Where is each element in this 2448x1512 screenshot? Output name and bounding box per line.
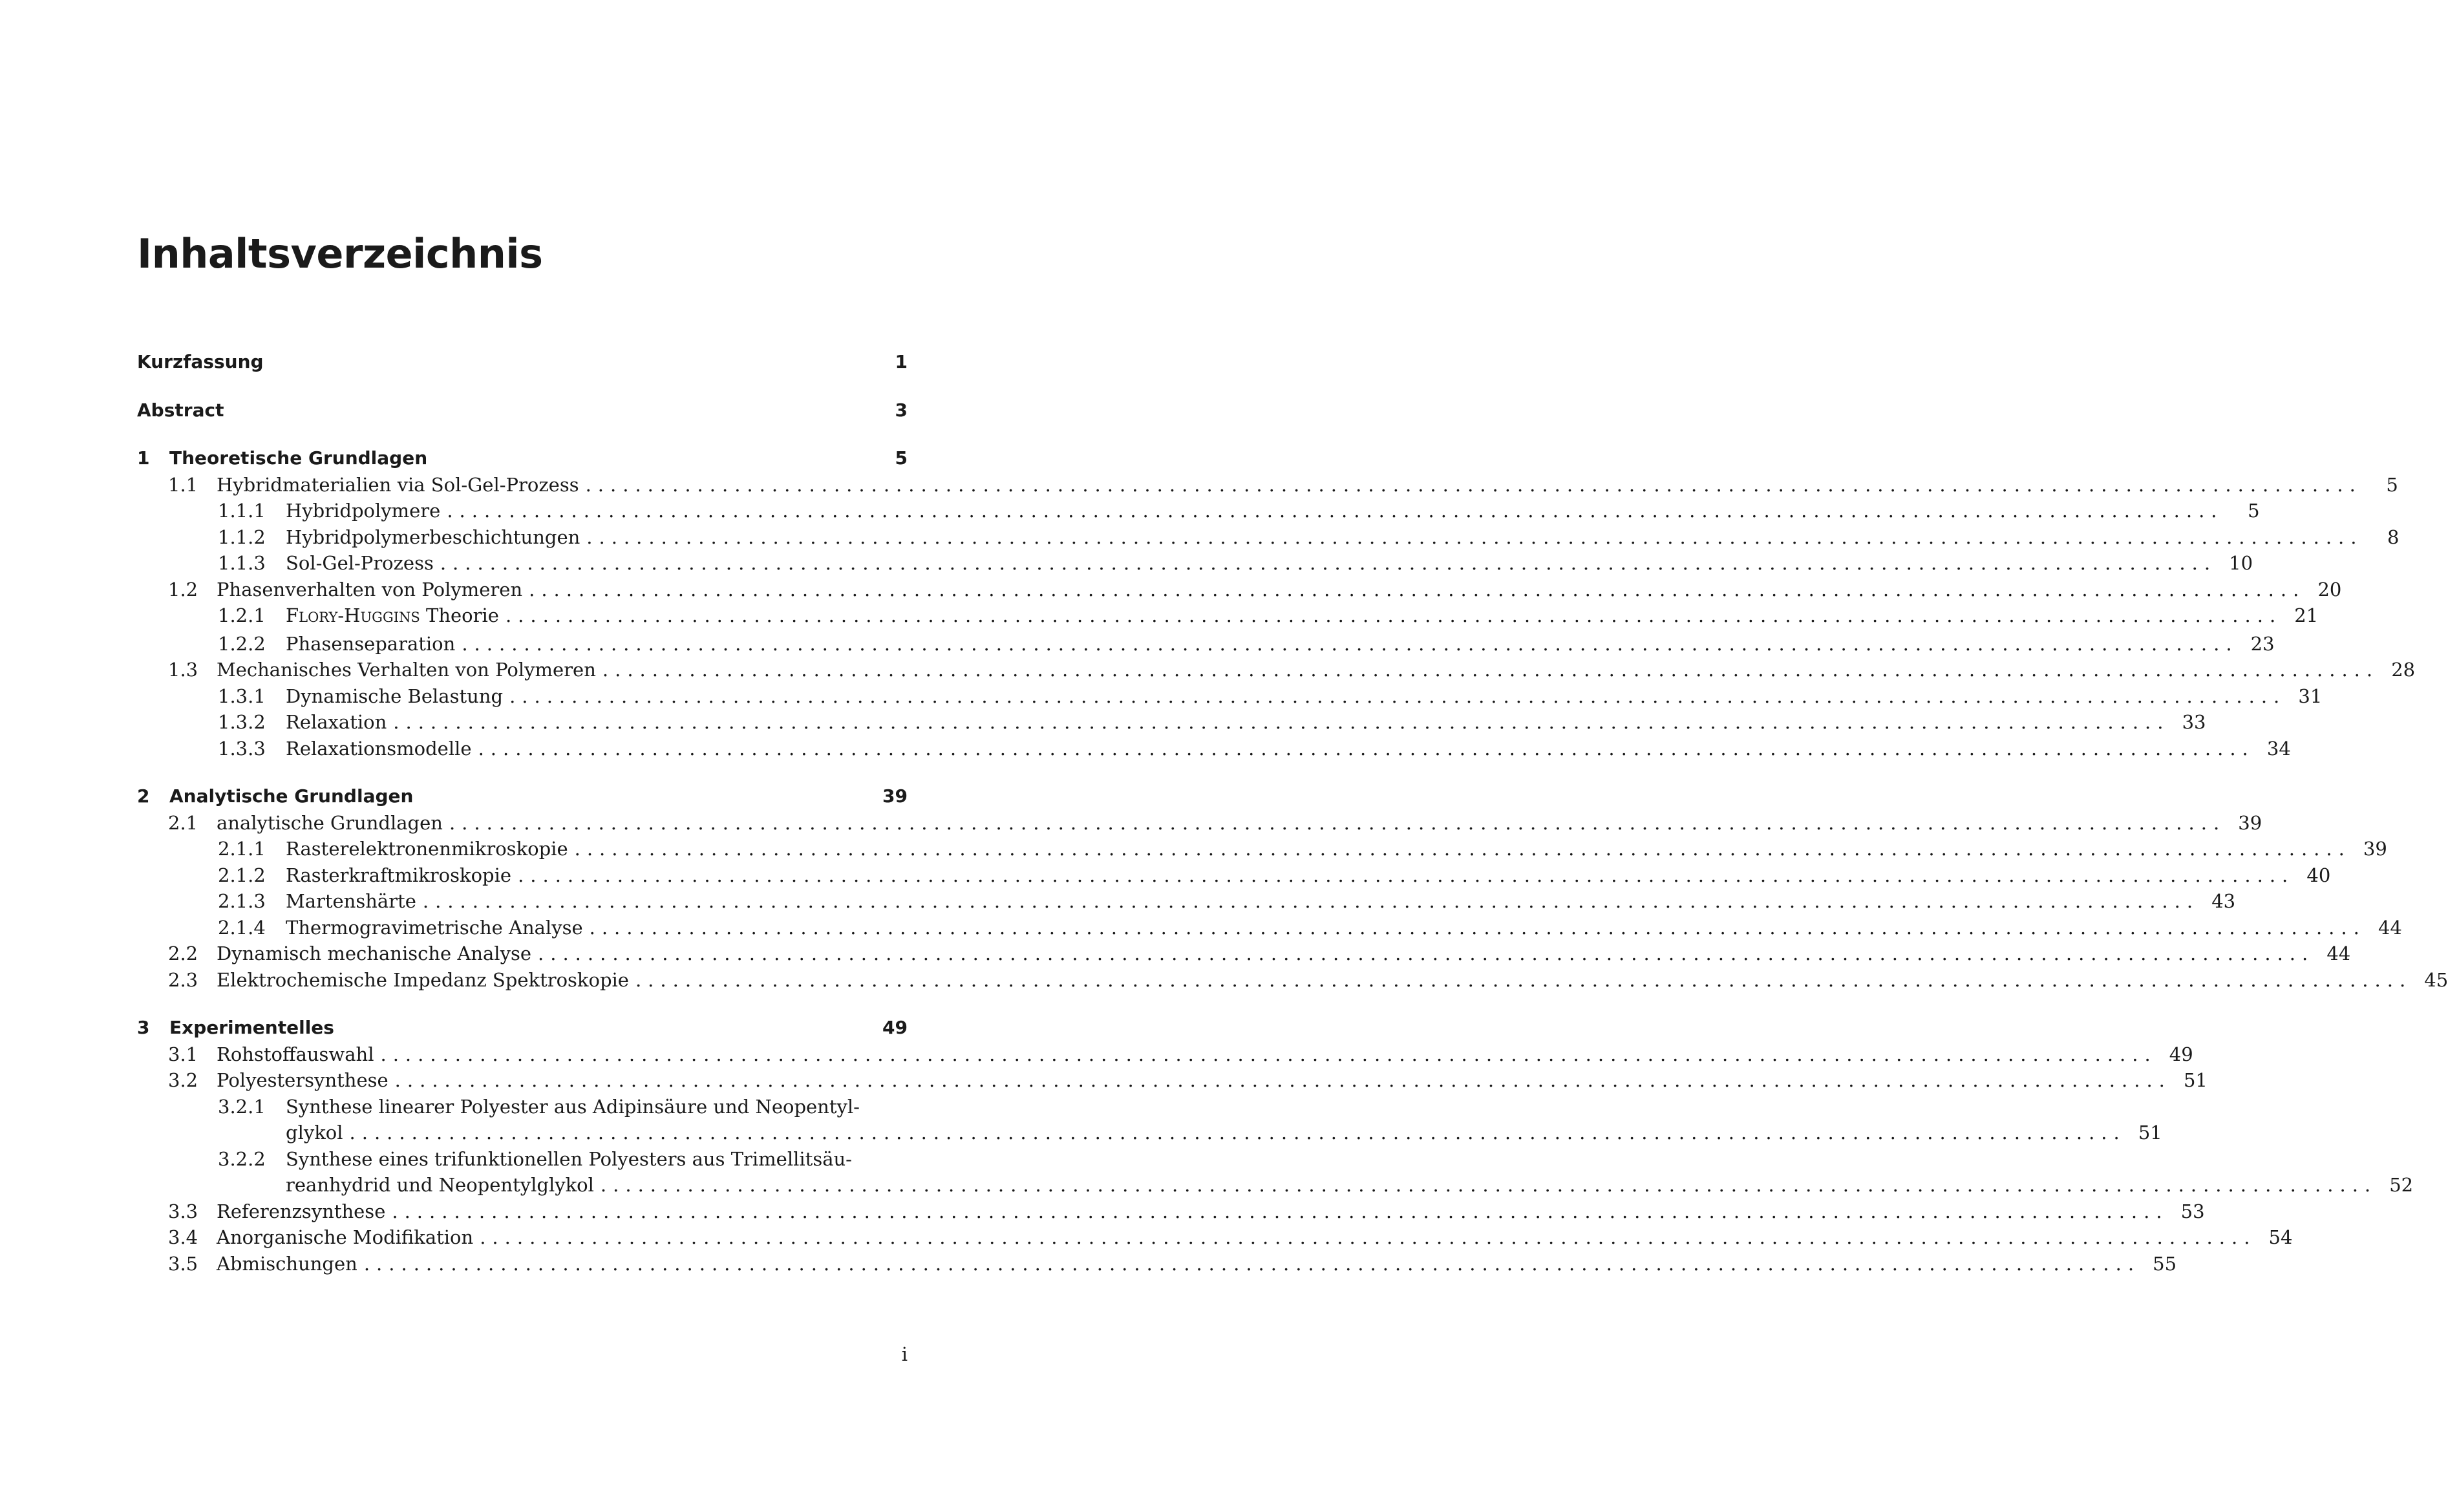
toc-section-number: 2.1 <box>168 811 198 834</box>
toc-section-number: 1.3 <box>168 659 198 681</box>
toc-section-number: 1.3.3 <box>218 737 266 760</box>
toc-section-page: 53 <box>2180 1200 2205 1222</box>
toc-section-number: 1.2.2 <box>218 632 266 655</box>
toc-section-number: 2.3 <box>168 968 198 991</box>
toc-section-title: Abmischungen <box>217 1252 357 1275</box>
toc-section-title: Phasenseparation <box>286 632 456 655</box>
toc-section-2-1[interactable] <box>137 810 2262 836</box>
toc-section-title: Mechanisches Verhalten von Polymeren <box>217 659 596 681</box>
toc-section-3-1[interactable] <box>137 1041 2193 1068</box>
toc-chapter-number: 1 <box>137 447 150 469</box>
toc-section-3-4[interactable] <box>137 1224 2293 1251</box>
toc-section-3-2[interactable] <box>137 1067 2208 1094</box>
toc-section-page: 54 <box>2268 1226 2293 1248</box>
toc-section-title: Referenzsynthese <box>217 1200 386 1222</box>
dot-leader <box>594 1172 2377 1198</box>
toc-section-2-3[interactable] <box>137 967 2448 994</box>
title-rest: Theorie <box>426 604 499 626</box>
toc-section-number: 1.2 <box>168 578 198 601</box>
toc-section-page: 31 <box>2298 685 2323 707</box>
dot-leader <box>473 1224 2256 1251</box>
toc-section-number: 1.3.2 <box>218 711 266 733</box>
toc-subsection-1-2-2[interactable] <box>137 631 2275 657</box>
toc-chapter-number: 3 <box>137 1017 150 1038</box>
toc-section-title-line1: Synthese linearer Polyester aus Adipinsäure und Neopentyl- <box>286 1095 860 1118</box>
toc-section-page: 44 <box>2326 942 2351 964</box>
toc-section-page: 43 <box>2211 890 2236 912</box>
toc-section-page: 5 <box>2386 473 2398 496</box>
toc-entry-abstract[interactable] <box>137 398 908 424</box>
toc-section-page: 8 <box>2387 526 2400 548</box>
toc-section-page: 21 <box>2294 604 2319 626</box>
toc-section-number: 2.1.4 <box>218 916 266 939</box>
dot-leader <box>531 941 2314 967</box>
toc-subsection-3-2-2[interactable] <box>137 1146 2414 1198</box>
dot-leader <box>374 1041 2156 1068</box>
toc-entry-kurzfassung[interactable] <box>137 349 908 376</box>
dot-leader <box>583 915 2366 941</box>
toc-section-number: 1.1.3 <box>218 552 266 574</box>
toc-section-page: 49 <box>2169 1043 2193 1065</box>
dot-leader <box>385 1198 2168 1225</box>
toc-subsection-1-2-1[interactable] <box>137 602 2319 631</box>
toc-chapter-page: 39 <box>882 785 908 807</box>
toc-section-number: 3.4 <box>168 1226 198 1248</box>
toc-section-title: Sol-Gel-Prozess <box>286 552 434 574</box>
dot-leader <box>503 683 2286 710</box>
toc-section-title: Hybridpolymerbeschichtungen <box>286 526 580 548</box>
toc-subsection-2-1-4[interactable] <box>137 915 2402 941</box>
toc-section-number: 3.5 <box>168 1252 198 1275</box>
toc-section-1-3[interactable] <box>137 657 2416 683</box>
table-of-contents <box>137 349 2448 1277</box>
page-number: i <box>901 1343 908 1365</box>
toc-section-title: Dynamische Belastung <box>286 685 504 707</box>
toc-section-page: 5 <box>2248 500 2260 522</box>
toc-section-1-1[interactable] <box>137 472 2398 498</box>
toc-section-number: 2.1.2 <box>218 864 266 886</box>
toc-subsection-1-3-2[interactable] <box>137 709 2206 736</box>
toc-section-page: 52 <box>2389 1174 2414 1196</box>
toc-section-number: 3.1 <box>168 1043 198 1065</box>
toc-section-page: 39 <box>2238 811 2262 834</box>
toc-section-3-5[interactable] <box>137 1251 2177 1277</box>
dot-leader <box>434 550 2217 577</box>
dot-leader <box>472 736 2255 762</box>
toc-section-page: 51 <box>2183 1069 2208 1091</box>
dot-leader <box>388 1067 2171 1094</box>
toc-section-title: Hybridmaterialien via Sol-Gel-Prozess <box>217 473 579 496</box>
toc-section-number: 3.2.2 <box>218 1147 266 1170</box>
dot-leader <box>629 967 2412 994</box>
toc-chapter-1[interactable] <box>137 445 908 472</box>
dot-leader <box>580 524 2363 551</box>
dot-leader <box>440 498 2223 524</box>
toc-entry-page: 1 <box>895 351 908 372</box>
toc-subsection-3-2-1[interactable] <box>137 1094 2162 1146</box>
toc-section-title-line2: reanhydrid und Neopentylglykol <box>286 1174 594 1196</box>
toc-section-number: 3.2.1 <box>218 1095 266 1118</box>
toc-section-title: Thermogravimetrische Analyse <box>286 916 583 939</box>
toc-section-number: 1.2.1 <box>218 604 266 626</box>
dot-leader <box>568 836 2351 862</box>
toc-section-page: 51 <box>2138 1122 2162 1144</box>
toc-section-page: 23 <box>2250 632 2275 655</box>
toc-section-number: 1.1.1 <box>218 500 266 522</box>
toc-chapter-number: 2 <box>137 785 150 807</box>
toc-subsection-2-1-2[interactable] <box>137 862 2331 889</box>
toc-section-3-3[interactable] <box>137 1198 2205 1225</box>
toc-section-number: 2.2 <box>168 942 198 964</box>
toc-section-title: Rasterkraftmikroskopie <box>286 864 512 886</box>
toc-section-title-line2: glykol <box>286 1122 343 1144</box>
toc-section-title: Dynamisch mechanische Analyse <box>217 942 532 964</box>
dot-leader <box>579 472 2362 498</box>
dot-leader <box>499 602 2282 629</box>
toc-chapter-title: Analytische Grundlagen <box>169 785 414 807</box>
toc-chapter-2[interactable] <box>137 783 908 810</box>
toc-section-title: Relaxation <box>286 711 387 733</box>
toc-entry-title: Abstract <box>137 399 224 421</box>
toc-section-page: 34 <box>2266 737 2291 760</box>
toc-section-page: 28 <box>2391 659 2416 681</box>
toc-section-number: 2.1.1 <box>218 838 266 860</box>
toc-section-number: 3.3 <box>168 1200 198 1222</box>
toc-section-number: 1.1.2 <box>218 526 266 548</box>
toc-section-title: Rohstoffauswahl <box>217 1043 374 1065</box>
toc-section-title: Martenshärte <box>286 890 416 912</box>
toc-entry-title: Kurzfassung <box>137 351 264 372</box>
toc-section-2-2[interactable] <box>137 941 2351 967</box>
toc-section-number: 1.1 <box>168 473 198 496</box>
dot-leader <box>522 577 2305 603</box>
toc-section-title: Phasenverhalten von Polymeren <box>217 578 523 601</box>
toc-subsection-1-1-2[interactable] <box>137 524 2400 551</box>
toc-section-title-line1: Synthese eines trifunktionellen Polyesters aus Trimellitsäu- <box>286 1147 852 1170</box>
toc-section-page: 44 <box>2378 916 2402 939</box>
toc-section-page: 55 <box>2153 1252 2177 1275</box>
toc-chapter-3[interactable] <box>137 1015 908 1041</box>
dot-leader <box>357 1251 2140 1277</box>
dot-leader <box>455 631 2238 657</box>
toc-section-title: Elektrochemische Impedanz Spektroskopie <box>217 968 629 991</box>
dot-leader <box>443 810 2226 836</box>
toc-chapter-page: 49 <box>882 1017 908 1038</box>
toc-section-title: Anorganische Modifikation <box>217 1226 474 1248</box>
toc-section-title <box>286 602 499 631</box>
toc-section-page: 39 <box>2363 838 2387 860</box>
page-title: Inhaltsverzeichnis <box>137 230 543 277</box>
toc-entry-page: 3 <box>895 399 908 421</box>
toc-section-page: 45 <box>2424 968 2448 991</box>
toc-section-title: analytische Grundlagen <box>217 811 443 834</box>
toc-section-number: 1.3.1 <box>218 685 266 707</box>
toc-section-title: Polyestersynthese <box>217 1069 388 1091</box>
toc-section-number: 3.2 <box>168 1069 198 1091</box>
toc-section-page: 33 <box>2182 711 2206 733</box>
dot-leader <box>343 1120 2126 1146</box>
toc-chapter-page: 5 <box>895 447 908 469</box>
toc-section-number: 2.1.3 <box>218 890 266 912</box>
toc-subsection-1-3-3[interactable] <box>137 736 2291 762</box>
dot-leader <box>416 888 2199 915</box>
toc-subsection-2-1-3[interactable] <box>137 888 2236 915</box>
toc-section-page: 40 <box>2306 864 2331 886</box>
toc-chapter-title: Theoretische Grundlagen <box>169 447 428 469</box>
toc-subsection-1-3-1[interactable] <box>137 683 2323 710</box>
toc-subsection-1-1-3[interactable] <box>137 550 2253 577</box>
toc-chapter-title: Experimentelles <box>169 1017 334 1038</box>
dot-leader <box>511 862 2294 889</box>
dot-leader <box>596 657 2379 683</box>
toc-section-page: 20 <box>2317 578 2342 601</box>
toc-section-title: Relaxationsmodelle <box>286 737 472 760</box>
toc-subsection-2-1-1[interactable] <box>137 836 2387 862</box>
toc-section-1-2[interactable] <box>137 577 2342 603</box>
toc-section-title: Rasterelektronenmikroskopie <box>286 838 568 860</box>
toc-section-page: 10 <box>2229 552 2253 574</box>
dot-leader <box>387 709 2169 736</box>
toc-subsection-1-1-1[interactable] <box>137 498 2260 524</box>
small-caps-name: FLORY-HUGGINS <box>286 604 420 626</box>
toc-section-title: Hybridpolymere <box>286 500 441 522</box>
